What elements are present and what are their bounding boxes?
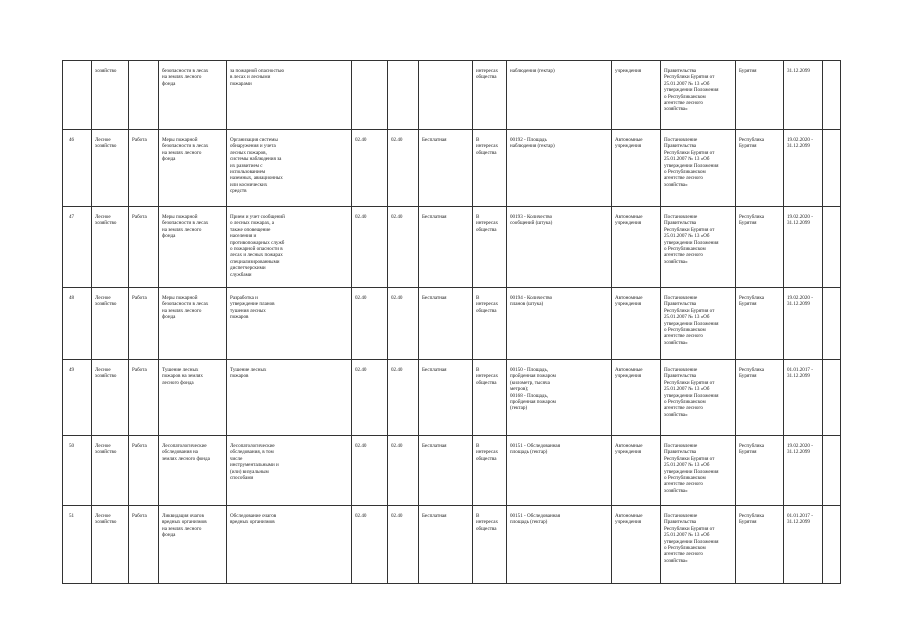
fee-text: Бесплатная: [422, 137, 447, 143]
type-cell: [129, 288, 159, 360]
purpose-text: В интересах общества: [476, 513, 499, 532]
indicator-cell: [507, 288, 612, 360]
row-number-cell: [63, 436, 92, 506]
indicator-text: наблюдения (гектар): [510, 68, 555, 74]
name-text: Тушение лесных пожаров на землях лесного фонда: [162, 367, 203, 386]
institution-cell: [612, 207, 661, 288]
institution-text: Автономные учреждения: [615, 295, 643, 308]
owner-text: Республика Бурятия: [739, 443, 765, 456]
owner-text: Республика Бурятия: [739, 214, 765, 227]
sphere-text: Лесное хозяйство: [95, 295, 117, 308]
dates-cell: [784, 360, 823, 436]
dates-text: 19.02.2020 - 31.12.2099: [787, 137, 813, 150]
owner-text: Республика Бурятия: [739, 513, 765, 526]
institution-cell: [612, 61, 661, 130]
dates-text: 19.02.2020 - 31.12.2099: [787, 295, 813, 308]
content-cell: [227, 506, 352, 584]
blank-cell: [823, 207, 841, 288]
purpose-cell: [473, 506, 507, 584]
purpose-cell: [473, 207, 507, 288]
institution-cell: [612, 288, 661, 360]
type-cell: [129, 207, 159, 288]
fee-cell: [419, 61, 473, 130]
institution-text: учреждения: [615, 68, 642, 74]
code1-cell: [352, 288, 388, 360]
name-text: Лесопатологические обследования на землях лесного фонда: [162, 443, 210, 462]
content-text: Лесопатологические обследования, в том числе инструментальными и (или) визуальным способами: [230, 443, 279, 482]
blank-cell: [823, 506, 841, 584]
indicator-text: 00150 - Площадь, пройденная пожаром (километр, тысяча метров); 00168 - Площадь, пройденная пожаром (гектар): [510, 367, 556, 412]
act-cell: [661, 288, 736, 360]
institution-cell: [612, 130, 661, 207]
code1-cell: [352, 61, 388, 130]
indicator-text: 00192 - Площадь наблюдения (гектар): [510, 137, 555, 150]
code1-text: 02.40: [355, 295, 367, 301]
name-cell: [159, 360, 227, 436]
code2-cell: [388, 436, 419, 506]
blank-cell: [823, 436, 841, 506]
fee-cell: [419, 506, 473, 584]
purpose-cell: [473, 288, 507, 360]
indicator-cell: [507, 360, 612, 436]
content-cell: [227, 61, 352, 130]
name-text: Меры пожарной безопасности в лесах на землях лесного фонда: [162, 137, 209, 163]
row-number-cell: [63, 288, 92, 360]
purpose-cell: [473, 360, 507, 436]
table-row: [63, 436, 841, 506]
institution-cell: [612, 436, 661, 506]
row-number: 49: [69, 367, 75, 373]
content-text: Обследование очагов вредных организмов: [230, 513, 277, 526]
fee-cell: [419, 207, 473, 288]
indicator-cell: [507, 130, 612, 207]
owner-cell: [736, 506, 784, 584]
name-text: Меры пожарной безопасности в лесах на землях лесного фонда: [162, 295, 209, 321]
code2-text: 02.40: [391, 295, 403, 301]
act-text: Правительства Республики Бурятия от 25.01.2007 № 13 «Об утверждении Положения о Республиканском агентстве лесного хозяйства»: [664, 68, 719, 113]
act-cell: [661, 130, 736, 207]
code1-cell: [352, 360, 388, 436]
purpose-cell: [473, 130, 507, 207]
type-cell: [129, 436, 159, 506]
type-cell: [129, 506, 159, 584]
row-number-cell: [63, 207, 92, 288]
code2-cell: [388, 130, 419, 207]
sphere-cell: [92, 61, 129, 130]
indicator-text: 00151 - Обследованная площадь (гектар): [510, 443, 561, 456]
table-row: [63, 130, 841, 207]
content-text: Разработка и утверждение планов тушения лесных пожаров: [230, 295, 275, 321]
sphere-text: хозяйство: [95, 68, 117, 74]
code2-cell: [388, 61, 419, 130]
dates-cell: [784, 288, 823, 360]
content-cell: [227, 360, 352, 436]
content-text: Прием и учет сообщений о лесных пожарах, а также оповещение населения и противопожарных служб о пожарной опасности в лесах и лесных пожарах специализированными диспетчерскими службами: [230, 214, 285, 278]
owner-text: Бурятия: [739, 68, 757, 74]
code2-text: 02.40: [391, 137, 403, 143]
act-text: Постановление Правительства Республики Бурятия от 25.01.2007 № 13 «Об утверждении Положения о Республиканском агентстве лесного хозяйства»: [664, 295, 719, 346]
code1-cell: [352, 207, 388, 288]
content-cell: [227, 288, 352, 360]
purpose-cell: [473, 61, 507, 130]
sphere-cell: [92, 130, 129, 207]
owner-cell: [736, 130, 784, 207]
institution-text: Автономные учреждения: [615, 137, 643, 150]
institution-text: Автономные учреждения: [615, 367, 643, 380]
sphere-text: Лесное хозяйство: [95, 513, 117, 526]
name-text: Меры пожарной безопасности в лесах на землях лесного фонда: [162, 214, 209, 240]
dates-cell: [784, 130, 823, 207]
purpose-text: интересах общества: [476, 68, 499, 81]
fee-cell: [419, 288, 473, 360]
act-cell: [661, 207, 736, 288]
sphere-text: Лесное хозяйство: [95, 137, 117, 150]
owner-text: Республика Бурятия: [739, 367, 765, 380]
indicator-text: 00194 - Количество планов (штука): [510, 295, 553, 308]
type-text: Работа: [132, 214, 147, 220]
purpose-text: В интересах общества: [476, 137, 499, 156]
row-number: 47: [69, 214, 75, 220]
institution-text: Автономные учреждения: [615, 513, 643, 526]
code2-cell: [388, 506, 419, 584]
code1-text: 02.40: [355, 443, 367, 449]
dates-text: 19.02.2020 - 31.12.2099: [787, 214, 813, 227]
table-row: [63, 360, 841, 436]
dates-text: 01.01.2017 - 31.12.2099: [787, 513, 813, 526]
owner-cell: [736, 61, 784, 130]
dates-cell: [784, 61, 823, 130]
name-cell: [159, 61, 227, 130]
table-row: [63, 207, 841, 288]
sphere-text: Лесное хозяйство: [95, 214, 117, 227]
name-text: безопасности в лесах на землях лесного фонда: [162, 68, 209, 87]
blank-cell: [823, 130, 841, 207]
sphere-cell: [92, 506, 129, 584]
owner-cell: [736, 207, 784, 288]
fee-text: Бесплатная: [422, 443, 447, 449]
indicator-cell: [507, 506, 612, 584]
fee-cell: [419, 130, 473, 207]
owner-text: Республика Бурятия: [739, 295, 765, 308]
row-number-cell: [63, 360, 92, 436]
act-cell: [661, 61, 736, 130]
dates-text: 01.01.2017 - 31.12.2099: [787, 367, 813, 380]
type-cell: [129, 61, 159, 130]
code2-cell: [388, 360, 419, 436]
type-text: Работа: [132, 367, 147, 373]
purpose-text: В интересах общества: [476, 443, 499, 462]
code2-text: 02.40: [391, 367, 403, 373]
name-cell: [159, 130, 227, 207]
blank-cell: [823, 360, 841, 436]
code2-text: 02.40: [391, 214, 403, 220]
act-cell: [661, 506, 736, 584]
code1-text: 02.40: [355, 513, 367, 519]
type-text: Работа: [132, 513, 147, 519]
content-text: Тушение лесных пожаров: [230, 367, 267, 380]
name-cell: [159, 436, 227, 506]
act-text: Постановление Правительства Республики Бурятия от 25.01.2007 № 13 «Об утверждении Положения о Республиканском агентстве лесного хозяйства»: [664, 513, 719, 564]
content-cell: [227, 207, 352, 288]
institution-text: Автономные учреждения: [615, 214, 643, 227]
content-text: Организация системы обнаружения и учета лесных пожаров, системы наблюдения за их развитием с использованием наземных, авиационных или космических средств: [230, 137, 283, 195]
code2-cell: [388, 288, 419, 360]
institution-text: Автономные учреждения: [615, 443, 643, 456]
content-cell: [227, 130, 352, 207]
code1-text: 02.40: [355, 214, 367, 220]
name-cell: [159, 506, 227, 584]
row-number-cell: [63, 61, 92, 130]
sphere-cell: [92, 436, 129, 506]
sphere-cell: [92, 360, 129, 436]
owner-cell: [736, 288, 784, 360]
dates-cell: [784, 506, 823, 584]
blank-cell: [823, 288, 841, 360]
act-cell: [661, 360, 736, 436]
dates-cell: [784, 207, 823, 288]
row-number: 50: [69, 443, 75, 449]
sphere-text: Лесное хозяйство: [95, 367, 117, 380]
dates-text: 31.12.2099: [787, 68, 810, 74]
table-row: [63, 61, 841, 130]
act-text: Постановление Правительства Республики Бурятия от 25.01.2007 № 13 «Об утверждении Положения о Республиканском агентстве лесного хозяйства»: [664, 443, 719, 494]
owner-cell: [736, 436, 784, 506]
indicator-cell: [507, 436, 612, 506]
name-cell: [159, 207, 227, 288]
row-number: 46: [69, 137, 75, 143]
fee-text: Бесплатная: [422, 513, 447, 519]
institution-cell: [612, 360, 661, 436]
indicator-cell: [507, 207, 612, 288]
purpose-text: В интересах общества: [476, 295, 499, 314]
blank-cell: [823, 61, 841, 130]
name-text: Ликвидация очагов вредных организмов на землях лесного фонда: [162, 513, 207, 539]
code1-text: 02.40: [355, 367, 367, 373]
fee-text: Бесплатная: [422, 214, 447, 220]
fee-cell: [419, 360, 473, 436]
code2-text: 02.40: [391, 513, 403, 519]
code2-text: 02.40: [391, 443, 403, 449]
table-row: [63, 506, 841, 584]
name-cell: [159, 288, 227, 360]
code1-cell: [352, 506, 388, 584]
indicator-text: 00193 - Количество сообщений (штука): [510, 214, 553, 227]
type-text: Работа: [132, 443, 147, 449]
content-text: за пожарной опасностью в лесах и лесными пожарами: [230, 68, 285, 87]
code2-cell: [388, 207, 419, 288]
table-body: [63, 61, 841, 584]
act-text: Постановление Правительства Республики Бурятия от 25.01.2007 № 13 «Об утверждении Положения о Республиканском агентстве лесного хозяйства»: [664, 367, 719, 418]
act-cell: [661, 436, 736, 506]
row-number-cell: [63, 130, 92, 207]
fee-text: Бесплатная: [422, 295, 447, 301]
row-number: 51: [69, 513, 75, 519]
table-row: [63, 288, 841, 360]
dates-text: 19.02.2020 - 31.12.2099: [787, 443, 813, 456]
purpose-text: В интересах общества: [476, 367, 499, 386]
sphere-cell: [92, 288, 129, 360]
institution-cell: [612, 506, 661, 584]
code1-cell: [352, 130, 388, 207]
fee-text: Бесплатная: [422, 367, 447, 373]
owner-cell: [736, 360, 784, 436]
purpose-cell: [473, 436, 507, 506]
indicator-cell: [507, 61, 612, 130]
indicator-text: 00151 - Обследованная площадь (гектар): [510, 513, 561, 526]
row-number-cell: [63, 506, 92, 584]
act-text: Постановление Правительства Республики Бурятия от 25.01.2007 № 13 «Об утверждении Положения о Республиканском агентстве лесного хозяйства»: [664, 137, 719, 188]
document-page: [62, 60, 840, 584]
type-cell: [129, 360, 159, 436]
act-text: Постановление Правительства Республики Бурятия от 25.01.2007 № 13 «Об утверждении Положения о Республиканском агентстве лесного хозяйства»: [664, 214, 719, 265]
sphere-text: Лесное хозяйство: [95, 443, 117, 456]
content-cell: [227, 436, 352, 506]
owner-text: Республика Бурятия: [739, 137, 765, 150]
type-text: Работа: [132, 295, 147, 301]
sphere-cell: [92, 207, 129, 288]
code1-text: 02.40: [355, 137, 367, 143]
registry-table: [62, 60, 841, 584]
purpose-text: В интересах общества: [476, 214, 499, 233]
code1-cell: [352, 436, 388, 506]
type-text: Работа: [132, 137, 147, 143]
row-number: 48: [69, 295, 75, 301]
fee-cell: [419, 436, 473, 506]
dates-cell: [784, 436, 823, 506]
type-cell: [129, 130, 159, 207]
